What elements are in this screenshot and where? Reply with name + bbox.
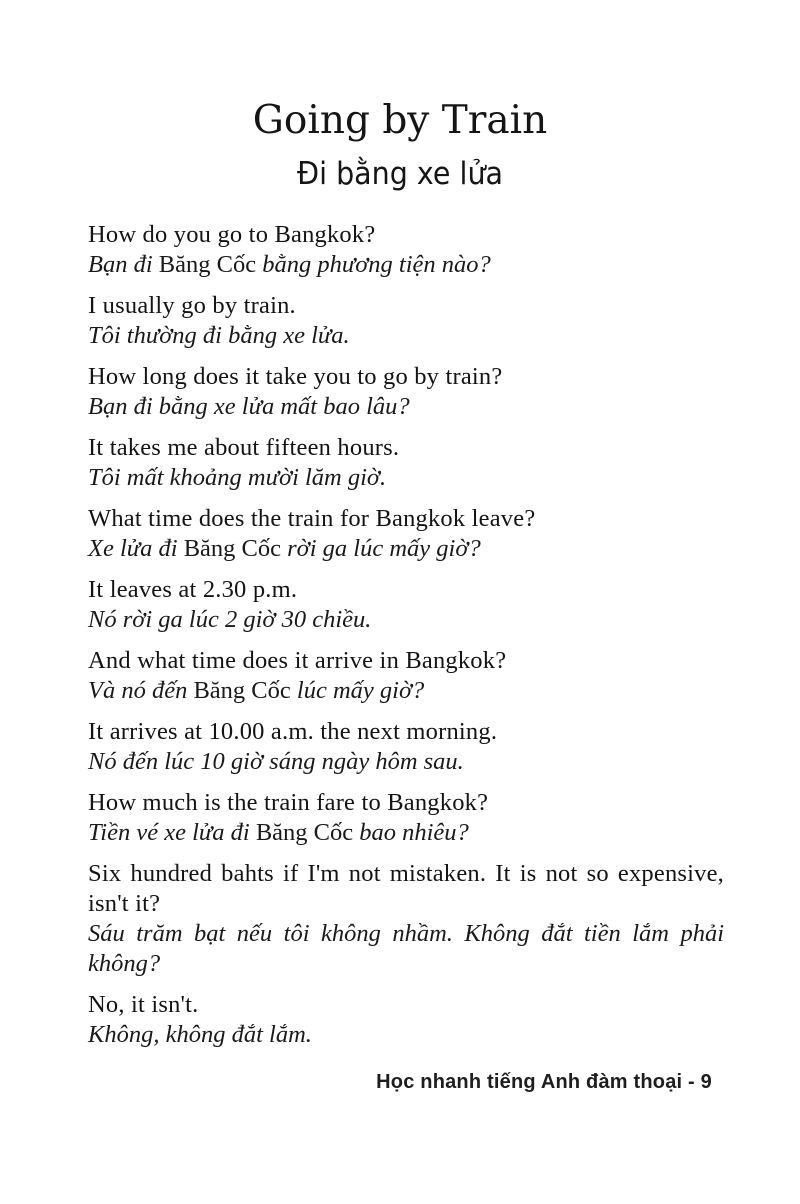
dialogue-pair — [88, 504, 724, 564]
place-name: Băng Cốc — [183, 535, 282, 562]
place-name: Băng Cốc — [193, 677, 291, 704]
english-line: How long does it take you to go by train? — [88, 363, 503, 390]
english-line: How do you go to Bangkok? — [88, 221, 376, 248]
vietnamese-text: Và nó đến — [88, 677, 194, 704]
vietnamese-line — [88, 250, 724, 280]
vietnamese-line: Không, không đắt lắm. — [88, 1021, 312, 1048]
vietnamese-text: Tiền vé xe lửa đi — [88, 819, 256, 846]
vietnamese-text: lúc mấy giờ? — [290, 677, 425, 704]
english-line: It takes me about fifteen hours. — [88, 434, 400, 461]
english-line: What time does the train for Bangkok leave? — [88, 505, 536, 532]
vietnamese-line: Nó đến lúc 10 giờ sáng ngày hôm sau. — [88, 748, 464, 775]
vietnamese-text: rời ga lúc mấy giờ? — [281, 535, 481, 562]
vietnamese-line — [88, 676, 724, 706]
english-line: I usually go by train. — [88, 292, 296, 319]
vietnamese-line — [88, 818, 724, 848]
dialogue-pair — [88, 788, 724, 848]
page-footer: Học nhanh tiếng Anh đàm thoại - 9 — [376, 1071, 712, 1093]
dialogue-pair — [88, 990, 724, 1050]
place-name: Băng Cốc — [158, 251, 257, 278]
english-line: It arrives at 10.00 a.m. the next morning. — [88, 718, 498, 745]
vietnamese-line: Bạn đi bằng xe lửa mất bao lâu? — [88, 393, 410, 420]
english-line: And what time does it arrive in Bangkok? — [88, 647, 507, 674]
dialogue-pair — [88, 433, 724, 493]
dialogue-pair — [88, 859, 724, 979]
vietnamese-line — [88, 534, 724, 564]
vietnamese-text: Xe lửa đi — [88, 535, 184, 562]
dialogue-pair — [88, 717, 724, 777]
dialogue-pair — [88, 362, 724, 422]
dialogue-pair — [88, 220, 724, 280]
vietnamese-line: Sáu trăm bạt nếu tôi không nhầm. Không đắt tiền lắm phải không? — [88, 920, 724, 977]
dialogue-pair — [88, 646, 724, 706]
vietnamese-text: bao nhiêu? — [353, 819, 469, 846]
english-line: Six hundred bahts if I'm not mistaken. It is not so expensive, isn't it? — [88, 860, 724, 917]
english-line: It leaves at 2.30 p.m. — [88, 576, 298, 603]
vietnamese-text: Bạn đi — [88, 251, 159, 278]
dialogue — [88, 220, 724, 1061]
english-line: How much is the train fare to Bangkok? — [88, 789, 489, 816]
vietnamese-text: bằng phương tiện nào? — [256, 251, 491, 278]
title-vietnamese: Đi bằng xe lửa — [296, 156, 503, 192]
vietnamese-line: Tôi thường đi bằng xe lửa. — [88, 322, 350, 349]
dialogue-pair — [88, 291, 724, 351]
vietnamese-line: Tôi mất khoảng mười lăm giờ. — [88, 464, 387, 491]
title-english: Going by Train — [252, 98, 548, 143]
vietnamese-line: Nó rời ga lúc 2 giờ 30 chiều. — [88, 606, 372, 633]
english-line: No, it isn't. — [88, 991, 199, 1018]
place-name: Băng Cốc — [255, 819, 354, 846]
dialogue-pair — [88, 575, 724, 635]
